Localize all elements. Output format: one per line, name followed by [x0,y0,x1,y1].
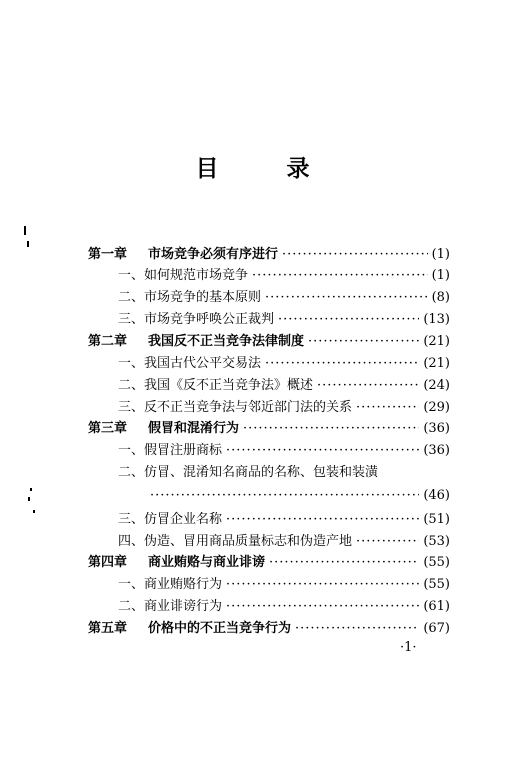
dot-leader [308,333,419,350]
scan-speck [33,510,35,513]
entry-title: 商业诽谤行为 [144,599,223,614]
toc-section [118,351,450,372]
toc-chapter-4 [88,550,450,571]
entry-title: 假冒注册商标 [144,443,223,458]
section-number: 三、 [118,512,145,527]
section-number: 二、 [118,599,145,614]
page-number: (46) [423,488,450,503]
toc-section [118,307,450,328]
page-number: (13) [423,312,450,327]
entry-title: 我国反不正当竞争法律制度 [148,334,305,349]
page-number: (8) [431,290,450,305]
section-number: 一、 [118,577,145,592]
entry-title: 我国古代公平交易法 [144,356,262,371]
section-number: 二、 [118,465,145,480]
toc-section [118,438,450,459]
entry-title: 我国《反不正当竞争法》概述 [144,378,314,393]
toc-section [118,594,450,615]
page-number: (21) [423,334,450,349]
dot-leader [243,420,419,437]
chapter-number: 第三章 [88,421,128,436]
scan-speck [24,226,26,235]
dot-leader [295,620,419,637]
section-number: 一、 [118,268,145,283]
toc-chapter-3 [88,416,450,437]
dot-leader [265,289,428,306]
dot-leader [265,355,419,372]
entry-title: 如何规范市场竞争 [144,268,249,283]
toc-section [118,529,450,550]
chapter-number: 第二章 [88,334,128,349]
page-number: (55) [423,555,450,570]
dot-leader [356,533,419,550]
page-number: (36) [423,421,450,436]
toc-chapter-2 [88,329,450,350]
entry-title: 仿冒企业名称 [144,512,223,527]
toc-section [118,263,450,284]
dot-leader [226,511,419,528]
dot-leader [282,246,428,263]
page-number: (67) [423,621,450,636]
toc-section [118,572,450,593]
toc-section-wrapped [118,460,450,481]
dot-leader [269,554,419,571]
entry-title: 假冒和混淆行为 [148,421,240,436]
toc-section [118,395,450,416]
entry-title: 伪造、冒用商品质量标志和伪造产地 [144,534,353,549]
scan-speck [27,241,29,247]
entry-title: 反不正当竞争法与邻近部门法的关系 [144,400,353,415]
scan-speck [28,497,30,501]
section-number: 三、 [118,312,145,327]
dot-leader [150,487,419,504]
page-number: (1) [431,247,450,262]
toc-continuation [150,483,450,504]
page-number: (21) [423,356,450,371]
page-number: (55) [423,577,450,592]
chapter-number: 第五章 [88,621,128,636]
section-number: 三、 [118,400,145,415]
page-number: (53) [423,534,450,549]
dot-leader [226,576,419,593]
dot-leader [356,399,419,416]
dot-leader [252,267,428,284]
section-number: 二、 [118,378,145,393]
page-number: (36) [423,443,450,458]
toc-section [118,507,450,528]
entry-title: 市场竞争的基本原则 [144,290,262,305]
folio-page-number: ·1· [400,640,417,655]
toc-chapter-1 [88,242,450,263]
section-number: 二、 [118,290,145,305]
dot-leader [226,442,419,459]
chapter-number: 第一章 [88,247,128,262]
toc-chapter-5 [88,616,450,637]
dot-leader [226,598,419,615]
page-title: 目 录 [195,156,340,182]
page-number: (29) [423,400,450,415]
section-number: 一、 [118,356,145,371]
dot-leader [278,311,419,328]
entry-title: 价格中的不正当竞争行为 [148,621,292,636]
dot-leader [317,377,419,394]
chapter-number: 第四章 [88,555,128,570]
entry-title: 仿冒、混淆知名商品的名称、包装和装潢 [144,465,379,480]
page-number: (51) [423,512,450,527]
entry-title: 市场竞争呼唤公正裁判 [144,312,275,327]
scan-speck [30,488,32,491]
entry-title: 商业贿赂行为 [144,577,223,592]
toc-section [118,285,450,306]
section-number: 四、 [118,534,145,549]
page-number: (1) [431,268,450,283]
section-number: 一、 [118,443,145,458]
entry-title: 商业贿赂与商业诽谤 [148,555,266,570]
page-number: (61) [423,599,450,614]
entry-title: 市场竞争必须有序进行 [148,247,279,262]
page-number: (24) [423,378,450,393]
toc-section [118,373,450,394]
